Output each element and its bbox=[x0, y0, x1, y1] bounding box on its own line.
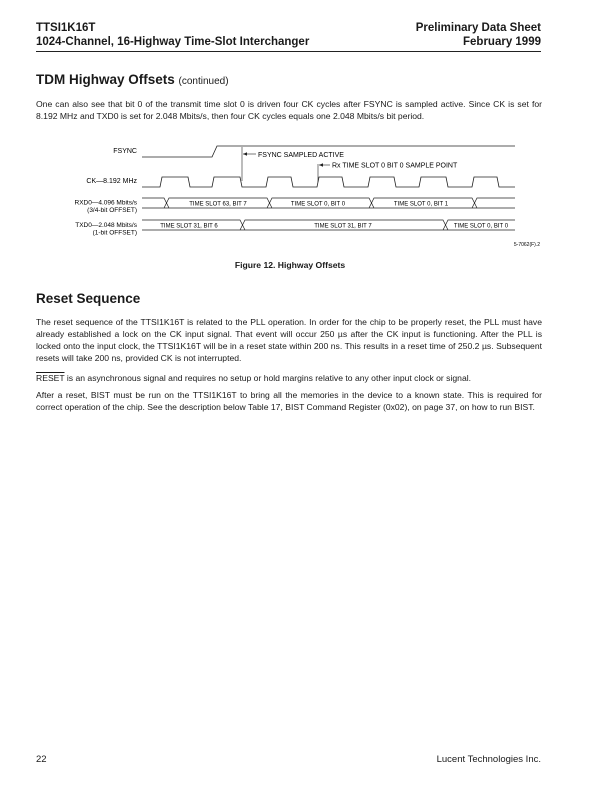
section-title-tdm bbox=[36, 72, 229, 87]
section-title-reset: Reset Sequence bbox=[36, 291, 141, 306]
doc-date: February 1999 bbox=[463, 35, 541, 48]
header-left bbox=[36, 22, 309, 49]
ck-label: CK—8.192 MHz bbox=[86, 178, 137, 185]
page-number: 22 bbox=[36, 754, 47, 765]
reset-paragraph-3: After a reset, BIST must be run on the TTSI1K16T to bring all the memories in the device to a known state. This is required for correct operation of the chip. See the description below Table 17, BIST Command Register (0x02), on page 37, on how to run BIST. bbox=[36, 390, 542, 412]
doc-type: Preliminary Data Sheet bbox=[415, 22, 541, 34]
rxd-label-line1: RXD0—4.096 Mbits/s bbox=[74, 199, 137, 207]
tdm-paragraph: One can also see that bit 0 of the transmit time slot 0 is driven four CK cycles after FSYNC is sampled active. Since CK is set for 8.192 MHz and TXD0 is set for 2.048 Mbits/s, then four CK cycles equals one 2.048 Mbits/s bit period. bbox=[36, 99, 542, 121]
txd-slot-1: TIME SLOT 31, BIT 6 bbox=[160, 223, 218, 230]
reset-paragraph-2 bbox=[36, 372, 542, 384]
rx-sample-arrowhead bbox=[319, 163, 323, 166]
rxd-slot-3: TIME SLOT 0, BIT 1 bbox=[393, 201, 449, 208]
figure-caption: Figure 12. Highway Offsets bbox=[234, 260, 346, 270]
part-number: TTSI1K16T bbox=[36, 22, 96, 34]
rxd-slot-2: TIME SLOT 0, BIT 0 bbox=[290, 201, 346, 208]
footer-company: Lucent Technologies Inc. bbox=[436, 754, 541, 765]
txd-label-line2: (1-bit OFFSET) bbox=[92, 229, 137, 237]
header-right bbox=[416, 22, 541, 49]
reset-signal-name: RESET bbox=[36, 373, 65, 383]
fsync-sample-arrowhead bbox=[243, 152, 247, 155]
txd-slot-3: TIME SLOT 0, BIT 0 bbox=[453, 223, 509, 230]
rxd-label-line2: (3/4-bit OFFSET) bbox=[87, 207, 137, 214]
reset-paragraph-1: The reset sequence of the TTSI1K16T is related to the PLL operation. In order for the chip to be properly reset, the PLL must have already established a lock on the CK input signal. That event will occur 250 µs after the CK input is functioning. After the PLL is locked onto the input clock, the TTSI1K16T will be in a reset state within 200 ns. This results in a reset time of 250.2 µs. Subsequent resets will take 200 ns, provided CK is not interrupted. bbox=[36, 317, 542, 363]
highway-offsets-diagram bbox=[0, 140, 612, 262]
reset-paragraph-2-text: is an asynchronous signal and requires no setup or hold margins relative to any other input clock or signal. bbox=[64, 373, 472, 383]
fsync-sampled-text: FSYNC SAMPLED ACTIVE bbox=[258, 152, 344, 159]
ck-waveform bbox=[142, 177, 515, 187]
section-continued: (continued) bbox=[178, 76, 229, 87]
document-subtitle: 1024-Channel, 16-Highway Time-Slot Interchanger bbox=[36, 35, 310, 48]
rxd-slot-1: TIME SLOT 63, BIT 7 bbox=[189, 201, 247, 208]
section-title-text: TDM Highway Offsets bbox=[36, 72, 175, 87]
rx-sample-text: Rx TIME SLOT 0 BIT 0 SAMPLE POINT bbox=[332, 162, 458, 170]
txd-slot-2: TIME SLOT 31, BIT 7 bbox=[314, 223, 372, 230]
fsync-label: FSYNC bbox=[113, 148, 137, 155]
figure-id: 5-7062(F).2 bbox=[513, 242, 540, 248]
txd-label-line1: TXD0—2.048 Mbits/s bbox=[75, 222, 137, 229]
header-rule bbox=[36, 51, 541, 52]
